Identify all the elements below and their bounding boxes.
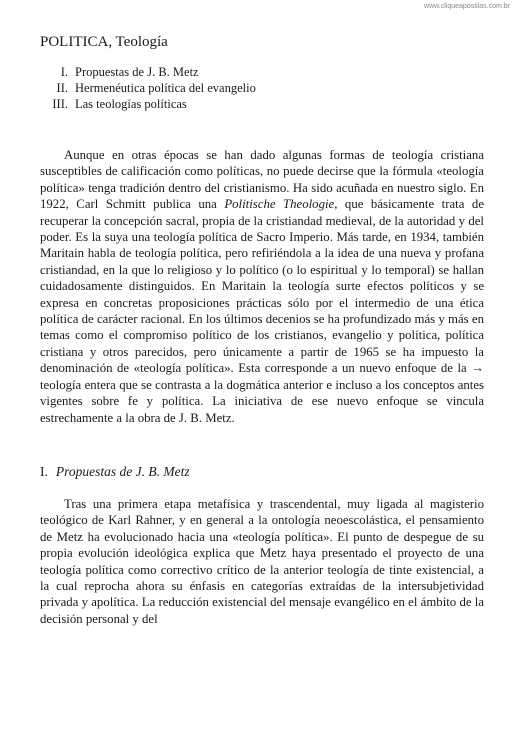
section-paragraph: Tras una primera etapa metafísica y trascendental, muy ligada al magisterio teológico de Karl Rahner, y en general a la ontología neoescolástica, el pensamiento de Metz ha evolucionado hacia una «teología política». El punto de despegue de su propia evolución ideológica explica que Metz haya presentado el proyecto de una teología política como correctivo crítico de la anterior teología de tinte existencial, a la cual reprocha ahora su énfasis en categorías extraídas de la intersubjetividad privada y apolítica. La reducción existencial del mensaje evangélico en el ámbito de la decisión personal y del <box>40 496 484 626</box>
intro-paragraph <box>40 147 484 426</box>
document-page <box>40 34 484 627</box>
section-number: I. <box>40 463 48 479</box>
section-title: Propuestas de J. B. Metz <box>55 463 190 479</box>
table-of-contents <box>40 64 484 112</box>
toc-item <box>40 64 484 80</box>
page-title: POLITICA, Teología <box>40 34 168 50</box>
toc-number: II. <box>56 81 68 95</box>
book-title: Politische Theologie, <box>224 197 338 212</box>
intro-text-2: que básicamente trata de recuperar la concepción sacral, propia de la cristiandad medieval, de la autoridad y del poder. Es la suya una teología política de Sacro Imperio. Más tarde, en 1934, también Maritain habla de teología política, pero refiriéndola a la idea de una nueva y profana cristiandad, en la que lo religioso y lo político (o lo espiritual y lo temporal) se hallan cuidadosamente distinguidos. En Maritain la teología surte efectos políticos y se expresa en concretas proposiciones prácticas sólo por el intermedio de una ética política de carácter racional. En los últimos decenios se ha profundizado más y más en temas como el compromiso político de los cristianos, evangelio y política, política cristiana y otros parecidos, pero únicamente a partir de 1965 se ha impuesto la denominación de «teología política». Esta corresponde a un nuevo enfoque de la → teología entera que se contrasta a la dogmática anterior e incluso a los conceptos antes vigentes sobre fe y política. La iniciativa de ese nuevo enfoque se vincula estrechamente a la obra de J. B. Metz. <box>40 197 484 425</box>
section-heading <box>40 464 484 480</box>
toc-item <box>40 96 484 112</box>
toc-label: Hermenéutica política del evangelio <box>75 81 256 95</box>
intro-text-1: Aunque en otras épocas se han dado algunas formas de teología cristiana susceptibles de calificación como políticas, no puede decirse que la fórmula «teología política» tenga tradición dentro del cristianismo. Ha sido acuñada en nuestro siglo. En 1922, Carl Schmitt publica una <box>40 148 484 212</box>
toc-number: III. <box>52 97 68 111</box>
toc-label: Propuestas de J. B. Metz <box>75 65 199 79</box>
watermark: www.cliqueapostilas.com.br <box>424 3 510 10</box>
toc-label: Las teologías políticas <box>75 97 187 111</box>
toc-number: I. <box>60 65 68 79</box>
toc-item <box>40 80 484 96</box>
